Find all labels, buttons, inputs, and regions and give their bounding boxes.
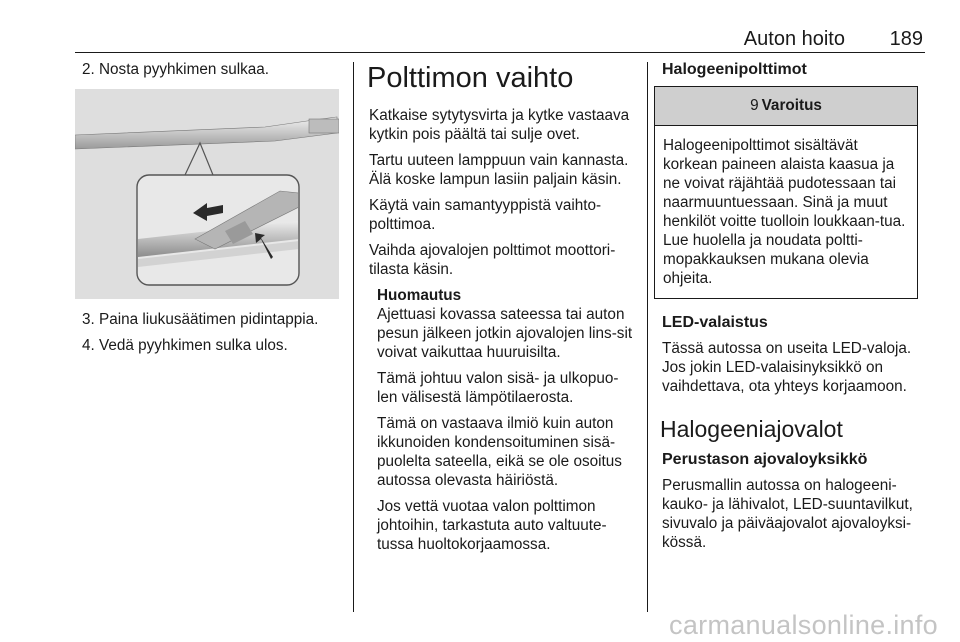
wiper-blade-illustration <box>75 89 339 299</box>
led-paragraph: Tässä autossa on useita LED-valoja. Jos jokin LED-valaisinyksikkö on vaihdettava, ota yhteys korjaamoon. <box>662 340 912 395</box>
paragraph: Käytä vain samantyyppistä vaihto-polttimoa. <box>369 197 602 233</box>
heading-halogen-bulbs: Halogeenipolttimot <box>662 61 807 78</box>
note-title: Huomautus <box>377 287 462 304</box>
note-paragraph: Tämä on vastaava ilmiö kuin auton ikkunoiden kondensoituminen sisä-puolelta sateella, eikä se ole osoitus autossa olevasta häiriöstä. <box>377 415 622 489</box>
paragraph: Tartu uuteen lamppuun vain kannasta. Älä koske lampun lasiin paljain käsin. <box>369 152 629 188</box>
step-2: 2. Nosta pyyhkimen sulkaa. <box>82 61 270 78</box>
column-3 <box>662 60 924 559</box>
column-1 <box>82 60 337 354</box>
header-title: Auton hoito <box>743 28 845 50</box>
heading-basic-headlight-unit: Perustason ajovaloyksikkö <box>662 451 868 468</box>
note-paragraph: Ajettuasi kovassa sateessa tai auton pesun jälkeen jotkin ajovalojen lins-sit voivat vaikuttaa huuruisilta. <box>377 306 633 361</box>
watermark: carmanualsonline.info <box>669 610 938 640</box>
basic-unit-paragraph: Perusmallin autossa on halogeeni-kauko- ja lähivalot, LED-suuntavilkut, sivuvalo ja päiväajovalot ajovaloyksi-kössä. <box>662 477 913 551</box>
section-title-halogen-headlights: Halogeeniajovalot <box>660 416 843 442</box>
column-2 <box>369 60 633 561</box>
page-number: 189 <box>889 28 923 50</box>
warning-text: Halogeenipolttimot sisältävät korkean paineen alaista kaasua ja ne voivat räjähtää pudotessaan tai naarmuuntuessaan. Sinä ja muut henkilöt voitte tuolloin loukkaan-tua. Lue huolella ja noudata poltti-mopakkauksen mukana olevia ohjeita. <box>663 137 906 287</box>
column-divider-right <box>647 62 648 612</box>
page-header <box>75 26 925 53</box>
warning-title: Varoitus <box>761 97 822 114</box>
step-3: 3. Paina liukusäätimen pidintappia. <box>82 311 319 328</box>
warning-icon: 9 <box>750 97 759 114</box>
warning-header <box>655 87 917 126</box>
section-title-bulb-replacement: Polttimon vaihto <box>367 62 574 94</box>
paragraph: Vaihda ajovalojen polttimot moottori-tilasta käsin. <box>369 242 616 278</box>
step-4: 4. Vedä pyyhkimen sulka ulos. <box>82 337 288 354</box>
heading-led-lighting: LED-valaistus <box>662 314 768 331</box>
wiper-blade-drawing <box>75 89 339 299</box>
note-block <box>377 286 633 554</box>
paragraph: Katkaise sytytysvirta ja kytke vastaava kytkin pois päältä tai sulje ovet. <box>369 107 630 143</box>
column-divider-left <box>353 62 354 612</box>
note-paragraph: Jos vettä vuotaa valon polttimon johtoihin, tarkastuta auto valtuute-tussa huoltokorjaamossa. <box>377 498 607 553</box>
warning-box <box>654 86 918 299</box>
note-paragraph: Tämä johtuu valon sisä- ja ulkopuo-len välisestä lämpötilaerosta. <box>377 370 619 406</box>
